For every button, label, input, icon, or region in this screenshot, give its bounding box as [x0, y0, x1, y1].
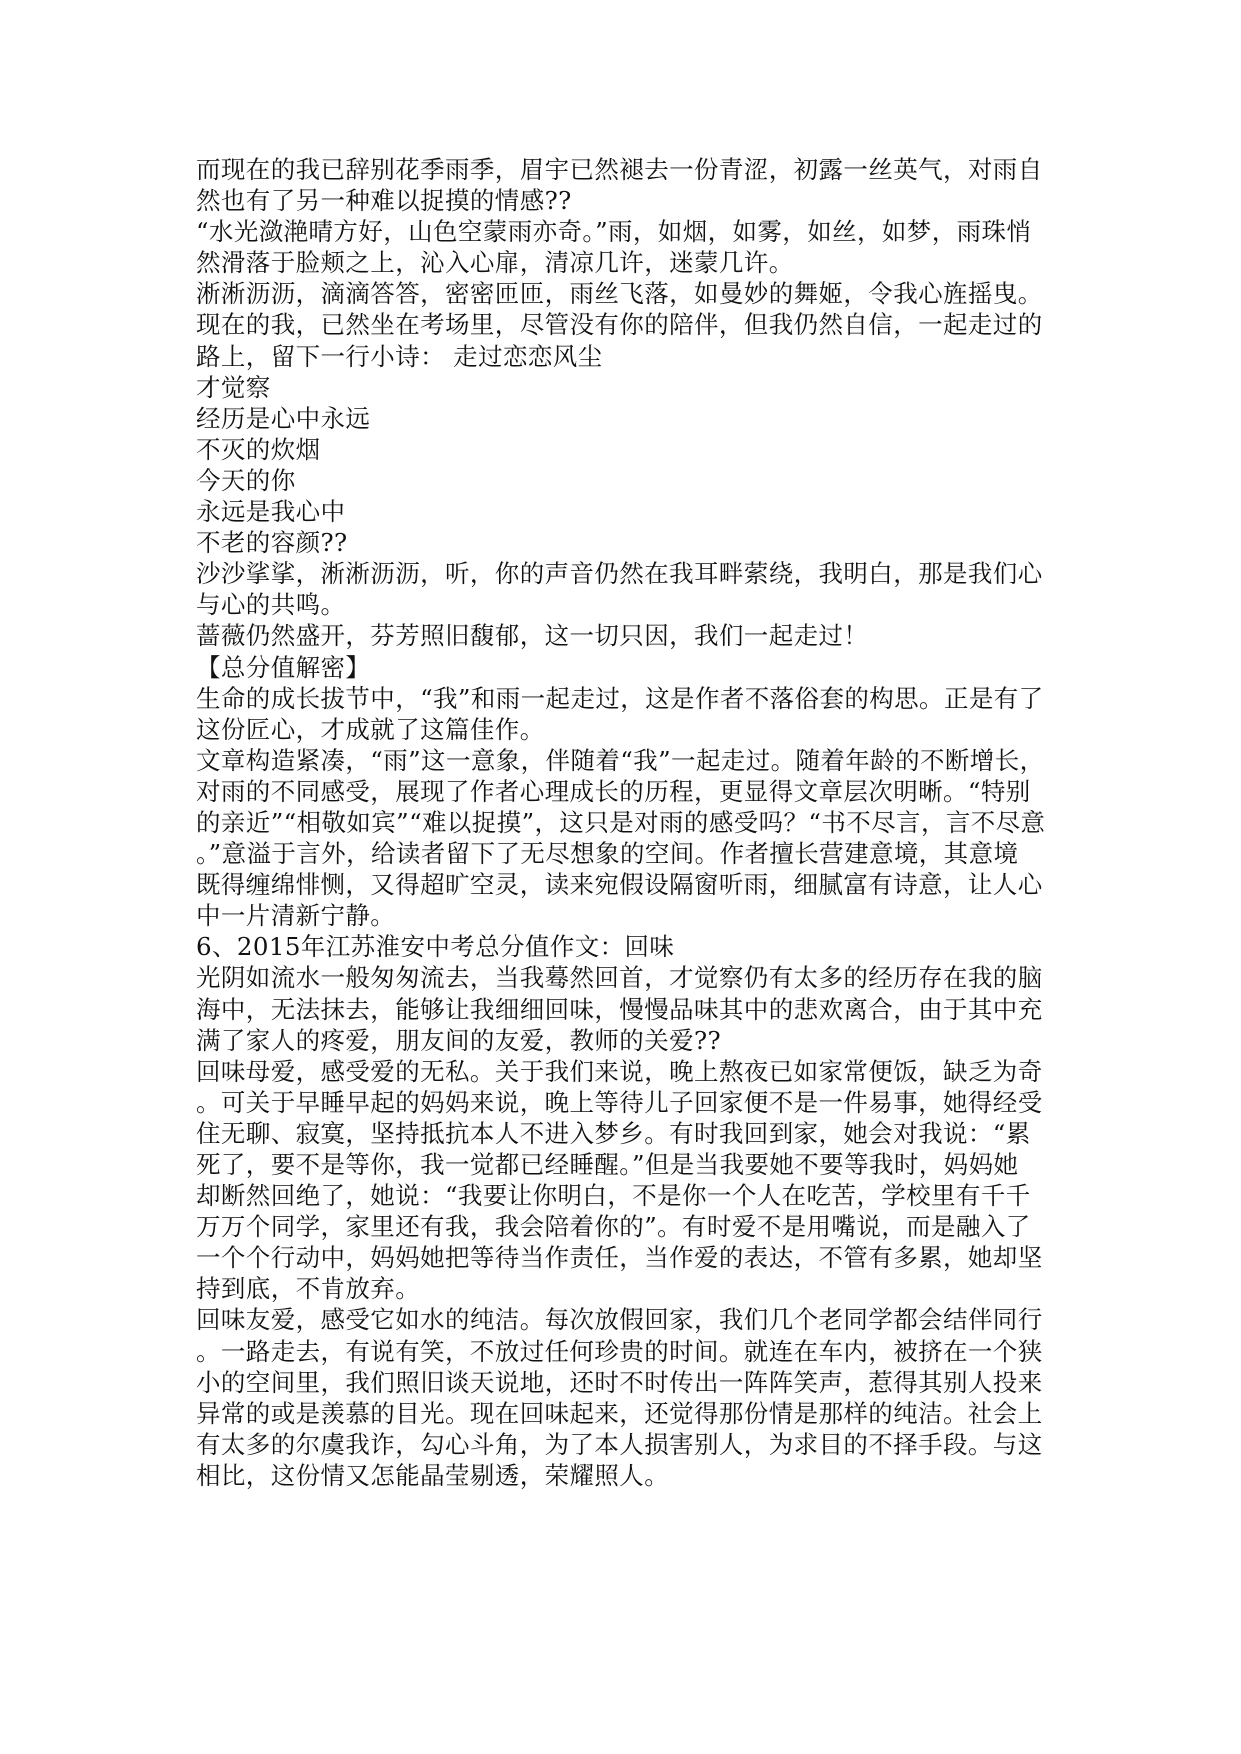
text-line: 生命的成长拔节中，“我”和雨一起走过，这是作者不落俗套的构思。正是有了	[196, 683, 1044, 713]
text-line: 路上，留下一行小诗： 走过恋恋风尘	[196, 341, 603, 371]
text-line: 一个个行动中，妈妈她把等待当作责任，当作爱的表达，不管有多累，她却坚	[196, 1243, 1043, 1273]
text-line: 回味友爱，感受它如水的纯洁。每次放假回家，我们几个老同学都会结伴同行	[196, 1305, 1043, 1335]
document-page	[196, 154, 1046, 1491]
text-line: 住无聊、寂寞，坚持抵抗本人不进入梦乡。有时我回到家，她会对我说：“累	[196, 1118, 1031, 1148]
text-line: 的亲近”“相敬如宾”“难以捉摸”，这只是对雨的感受吗？“书不尽言，言不尽意	[196, 807, 1046, 837]
text-line: 然也有了另一种难以捉摸的情感??	[196, 186, 572, 216]
poem-line: 经历是心中永远	[196, 403, 371, 433]
text-line: 满了家人的疼爱，朋友间的友爱，教师的关爱??	[196, 1025, 722, 1055]
text-line: 蔷薇仍然盛开，芬芳照旧馥郁，这一切只因，我们一起走过！	[196, 621, 869, 651]
text-line: 淅淅沥沥，滴滴答答，密密匝匝，雨丝飞落，如曼妙的舞姬，令我心旌摇曳。	[196, 279, 1043, 309]
poem-line: 今天的你	[196, 465, 296, 495]
section-heading: 【总分值解密】	[196, 652, 371, 682]
text-line: 异常的或是羡慕的目光。现在回味起来，还觉得那份情是那样的纯洁。社会上	[196, 1398, 1043, 1428]
text-line: 海中，无法抹去，能够让我细细回味，慢慢品味其中的悲欢离合，由于其中充	[196, 994, 1043, 1024]
text-line: 。”意溢于言外，给读者留下了无尽想象的空间。作者擅长营建意境，其意境	[196, 839, 1019, 869]
text-line: 死了，要不是等你，我一觉都已经睡醒。”但是当我要她不要等我时，妈妈她	[196, 1150, 1019, 1179]
essay-title: 6、2015年江苏淮安中考总分值作文：回味	[196, 932, 675, 962]
poem-line: 才觉察	[196, 372, 271, 402]
text-line: 有太多的尔虞我诈，勾心斗角，为了本人损害别人，为求目的不择手段。与这	[196, 1429, 1043, 1459]
text-line: 光阴如流水一般匆匆流去，当我蓦然回首，才觉察仍有太多的经历存在我的脑	[196, 963, 1043, 993]
poem-line: 不老的容颜??	[196, 528, 348, 558]
text-line: 。一路走去，有说有笑，不放过任何珍贵的时间。就连在车内，被挤在一个狭	[196, 1336, 1043, 1366]
text-line: 这份匠心，才成就了这篇佳作。	[196, 714, 545, 744]
text-line: 对雨的不同感受，展现了作者心理成长的历程，更显得文章层次明晰。“特别	[196, 776, 1031, 806]
text-line: 文章构造紧凑，“雨”这一意象，伴随着“我”一起走过。随着年龄的不断增长，	[196, 745, 1045, 775]
text-line: 回味母爱，感受爱的无私。关于我们来说，晚上熬夜已如家常便饭，缺乏为奇	[196, 1056, 1043, 1086]
text-line: 相比，这份情又怎能晶莹剔透，荣耀照人。	[196, 1460, 670, 1490]
text-line: 既得缠绵悱恻，又得超旷空灵，读来宛假设隔窗听雨，细腻富有诗意，让人心	[196, 870, 1043, 900]
text-line: 而现在的我已辞别花季雨季，眉宇已然褪去一份青涩，初露一丝英气，对雨自	[196, 155, 1043, 184]
text-line: 万万个同学，家里还有我，我会陪着你的”。有时爱不是用嘴说，而是融入了	[196, 1212, 1031, 1242]
text-line: 然滑落于脸颊之上，沁入心扉，清凉几许，迷蒙几许。	[196, 248, 794, 278]
text-line: “水光潋滟晴方好，山色空蒙雨亦奇。”雨，如烟，如雾，如丝，如梦，雨珠悄	[196, 217, 1032, 247]
text-line: 。可关于早睡早起的妈妈来说，晚上等待儿子回家便不是一件易事，她得经受	[196, 1087, 1043, 1117]
text-line: 小的空间里，我们照旧谈天说地，还时不时传出一阵阵笑声，惹得其别人投来	[196, 1367, 1043, 1397]
text-line: 与心的共鸣。	[196, 590, 346, 620]
text-line: 却断然回绝了，她说：“我要让你明白，不是你一个人在吃苦，学校里有千千	[196, 1181, 1031, 1211]
poem-line: 永远是我心中	[196, 497, 346, 527]
text-line: 沙沙挲挲，淅淅沥沥，听，你的声音仍然在我耳畔萦绕，我明白，那是我们心	[196, 559, 1043, 589]
text-line: 现在的我，已然坐在考场里，尽管没有你的陪伴，但我仍然自信，一起走过的	[196, 310, 1043, 340]
text-line: 中一片清新宁静。	[196, 901, 396, 931]
text-line: 持到底，不肯放弃。	[196, 1274, 421, 1304]
poem-line: 不灭的炊烟	[196, 434, 321, 464]
